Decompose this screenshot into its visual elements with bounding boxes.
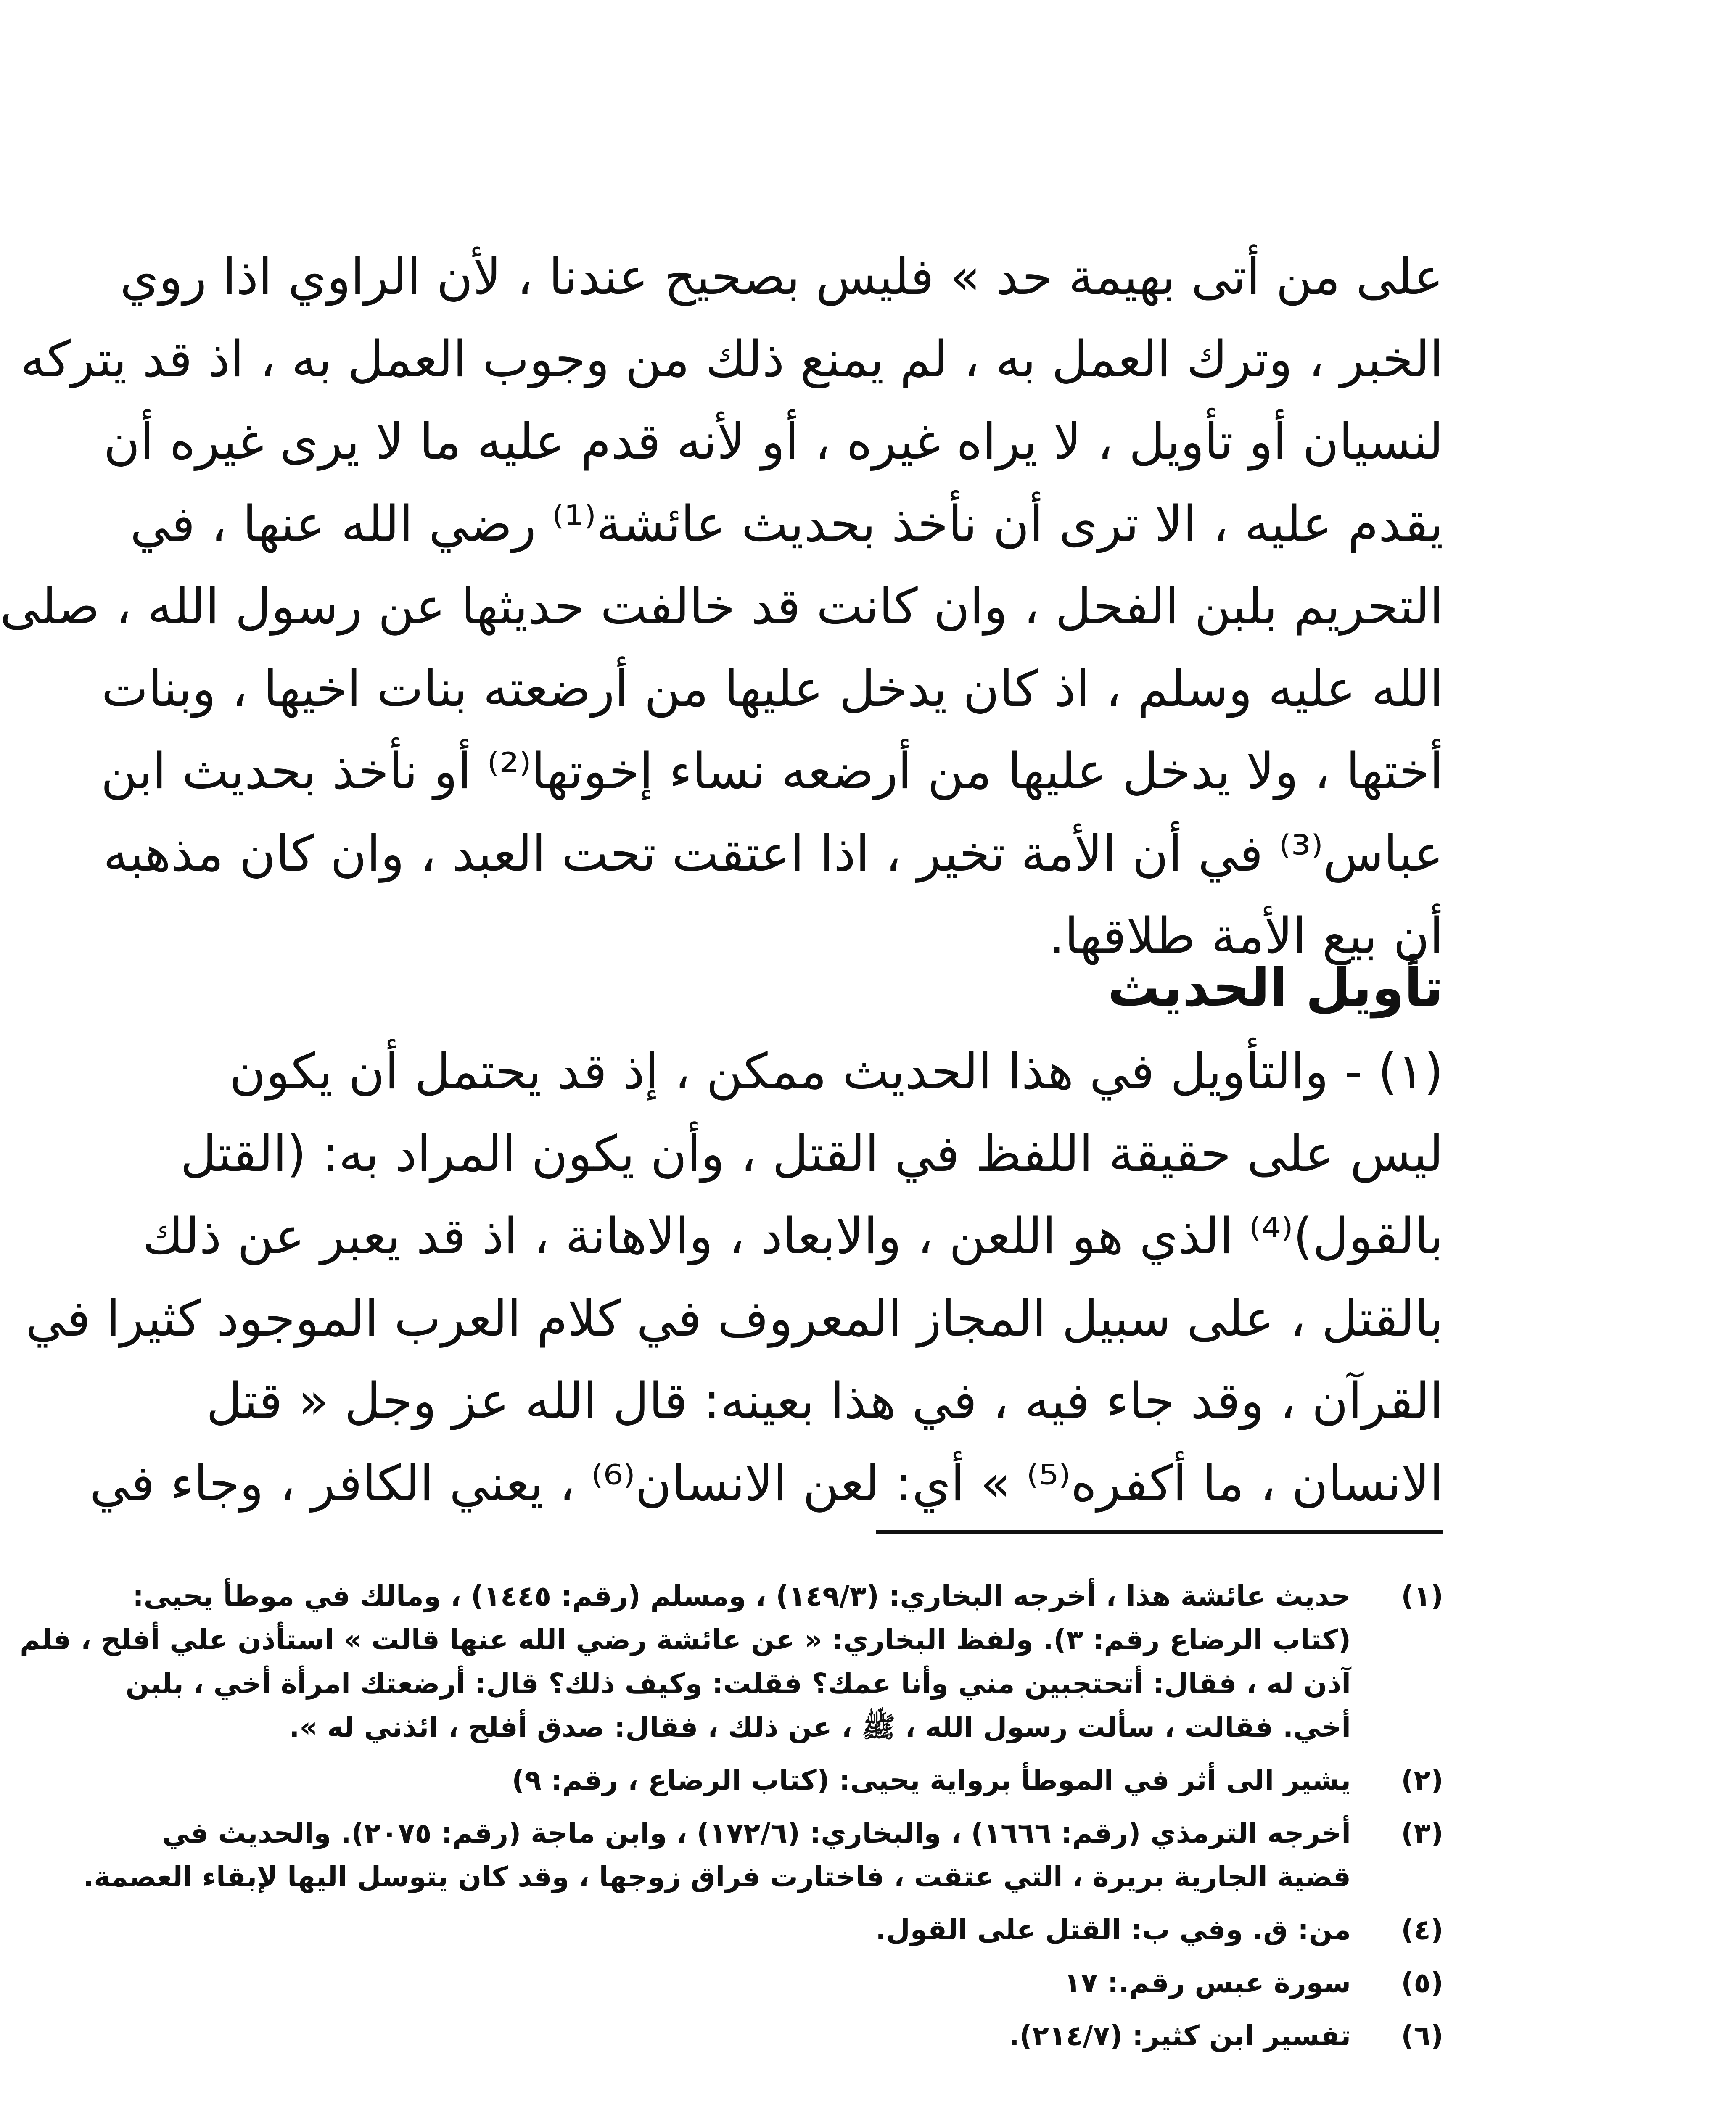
footnote-line: يشير الى أثر في الموطأ برواية يحيى: (كتاب الرضاع ، رقم: ٩)	[512, 1764, 1351, 1796]
text-line: لنسيان أو تأويل ، لا يراه غيره ، أو لأنه قدم عليه ما لا يرى غيره أن	[103, 412, 1443, 470]
text-line: أن بيع الأمة طلاقها.	[1049, 907, 1443, 965]
footnote-line: آذن له ، فقال: أتحتجبين مني وأنا عمك؟ فقلت: وكيف ذلك؟ قال: أرضعتك امرأة أخي ، بلبن	[125, 1667, 1351, 1700]
footnote-number: (٦)	[1401, 2020, 1443, 2052]
text-line: عباس⁽³⁾ في أن الأمة تخير ، اذا اعتقت تحت العبد ، وان كان مذهبه	[103, 824, 1443, 882]
text-line: الخبر ، وترك العمل به ، لم يمنع ذلك من وجوب العمل به ، اذ قد يتركه	[20, 330, 1443, 388]
text-line: القرآن ، وقد جاء فيه ، في هذا بعينه: قال الله عز وجل « قتل	[206, 1372, 1443, 1430]
footnote-6	[283, 2014, 1443, 2058]
text-line: ليس على حقيقة اللفظ في القتل ، وأن يكون المراد به: (القتل	[180, 1125, 1443, 1183]
footnote-line: (كتاب الرضاع رقم: ٣). ولفظ البخاري: « عن عائشة رضي الله عنها قالت » استأذن علي أفلح ، فلم	[20, 1624, 1351, 1656]
footnote-line: قضية الجارية بريرة ، التي عتقت ، فاختارت فراق زوجها ، وقد كان يتوسل اليها لإبقاء العصمة.	[83, 1861, 1351, 1893]
footnote-line: أخرجه الترمذي (رقم: ١٦٦٦) ، والبخاري: (١٧٢/٦) ، وابن ماجة (رقم: ٢٠٧٥). والحديث في	[162, 1817, 1351, 1849]
footnote-line: سورة عبس رقم.: ١٧	[1064, 1967, 1351, 1999]
footnote-number: (١)	[1401, 1580, 1443, 1612]
footnote-line: تفسير ابن كثير: (٢١٤/٧).	[1009, 2020, 1351, 2052]
main-text-paragraph-1	[0, 235, 1443, 977]
footnote-line: حديث عائشة هذا ، أخرجه البخاري: (١٤٩/٣) ، ومسلم (رقم: ١٤٤٥) ، ومالك في موطأ يحيى:	[132, 1580, 1351, 1612]
footnote-3	[83, 1812, 1443, 1899]
text-line: التحريم بلبن الفحل ، وان كانت قد خالفت حديثها عن رسول الله ، صلى	[0, 577, 1443, 635]
text-line: بالقتل ، على سبيل المجاز المعروف في كلام العرب الموجود كثيرا في	[25, 1289, 1443, 1347]
text-line: الانسان ، ما أكفره⁽⁵⁾ » أي: لعن الانسان⁽⁶⁾ ، يعني الكافر ، وجاء في	[90, 1454, 1443, 1512]
footnote-line: أخي. فقالت ، سألت رسول الله ، ﷺ ، عن ذلك ، فقال: صدق أفلح ، ائذني له ».	[289, 1711, 1351, 1743]
footnote-1	[20, 1574, 1443, 1749]
section-heading: تأويل الحديث	[1107, 958, 1443, 1018]
text-line: الله عليه وسلم ، اذ كان يدخل عليها من أرضعته بنات اخيها ، وبنات	[101, 660, 1443, 718]
footnote-separator	[876, 1530, 1443, 1534]
footnotes	[20, 1574, 1443, 2058]
footnote-4	[283, 1908, 1443, 1952]
text-line: (١) - والتأويل في هذا الحديث ممكن ، إذ قد يحتمل أن يكون	[229, 1042, 1443, 1100]
footnote-5	[283, 1961, 1443, 2005]
text-line: على من أتى بهيمة حد » فليس بصحيح عندنا ، لأن الراوي اذا روي	[120, 248, 1443, 306]
footnote-2	[283, 1759, 1443, 1802]
text-line: أختها ، ولا يدخل عليها من أرضعه نساء إخوتها⁽²⁾ أو نأخذ بحديث ابن	[100, 742, 1443, 800]
footnote-number: (٣)	[1401, 1817, 1443, 1849]
footnote-line: من: ق. وفي ب: القتل على القول.	[875, 1914, 1351, 1946]
main-text-paragraph-2	[25, 1030, 1443, 1524]
footnote-number: (٤)	[1401, 1914, 1443, 1946]
text-line: بالقول)⁽⁴⁾ الذي هو اللعن ، والابعاد ، والاهانة ، اذ قد يعبر عن ذلك	[142, 1207, 1443, 1265]
footnote-number: (٢)	[1401, 1764, 1443, 1796]
text-line: يقدم عليه ، الا ترى أن نأخذ بحديث عائشة⁽¹⁾ رضي الله عنها ، في	[130, 495, 1443, 553]
footnote-number: (٥)	[1401, 1967, 1443, 1999]
